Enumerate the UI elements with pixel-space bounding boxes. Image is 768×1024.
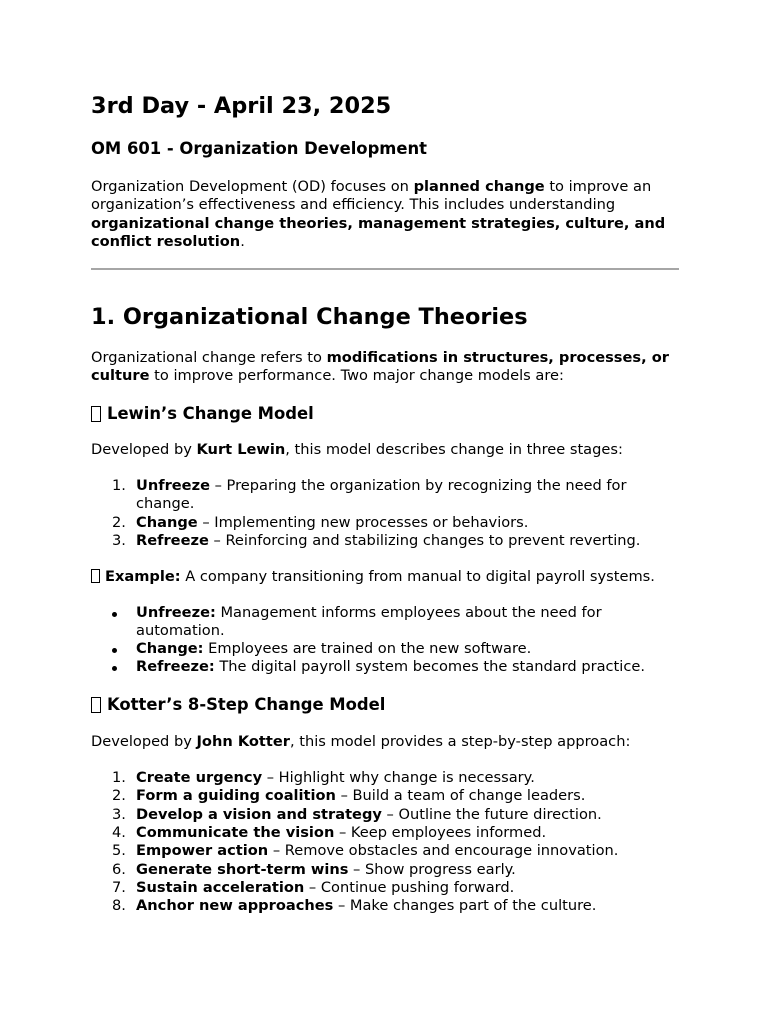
list-number: 7. xyxy=(112,878,126,896)
kotter-dev-bold: John Kotter xyxy=(196,732,290,750)
section-intro-text: Organizational change refers to xyxy=(91,349,327,367)
kotter-dev-text: Developed by xyxy=(91,732,197,750)
page-title: 3rd Day - April 23, 2025 xyxy=(91,93,392,119)
lewin-stages-list xyxy=(91,477,681,550)
kotter-heading-text: Kotter’s 8-Step Change Model xyxy=(107,694,386,714)
list-item xyxy=(91,604,681,641)
list-term: Communicate the vision xyxy=(136,823,335,841)
list-item xyxy=(91,806,681,824)
list-term: Anchor new approaches xyxy=(136,897,334,915)
list-item xyxy=(91,514,681,532)
intro-text: Organization Development (OD) focuses on xyxy=(91,178,414,195)
list-desc: The digital payroll system becomes the standard practice. xyxy=(214,658,645,676)
list-term: Change xyxy=(136,513,198,531)
lewin-dev-text: , this model describes change in three stages: xyxy=(285,440,623,458)
list-desc: – Outline the future direction. xyxy=(381,805,602,823)
section-intro-bold: modifications in structures, processes, or culture xyxy=(91,349,669,385)
list-desc: – Keep employees informed. xyxy=(334,823,547,841)
section-intro-paragraph xyxy=(91,349,681,386)
list-term: Empower action xyxy=(136,842,269,860)
list-item xyxy=(91,532,681,550)
lewin-dev-text: Developed by xyxy=(91,440,197,458)
example-paragraph xyxy=(91,568,681,586)
list-desc: – Implementing new processes or behaviors. xyxy=(197,513,529,531)
list-term: Form a guiding coalition xyxy=(136,787,336,805)
list-item xyxy=(91,842,681,860)
list-term: Develop a vision and strategy xyxy=(136,805,382,823)
list-number: 5. xyxy=(112,842,126,860)
section-title: 1. Organizational Change Theories xyxy=(91,304,528,331)
kotter-heading xyxy=(91,695,681,715)
list-desc: – Reinforcing and stabilizing changes to prevent reverting. xyxy=(208,531,641,549)
list-item xyxy=(91,640,681,658)
list-item xyxy=(91,787,681,805)
kotter-dev-text: , this model provides a step-by-step approach: xyxy=(289,732,631,750)
list-term: Sustain acceleration xyxy=(136,878,305,896)
intro-paragraph xyxy=(91,178,681,251)
list-number: 1. xyxy=(112,477,126,495)
list-number: 2. xyxy=(112,787,126,805)
list-item xyxy=(91,477,681,514)
list-term: Change: xyxy=(136,640,204,658)
list-desc: – Make changes part of the culture. xyxy=(333,897,597,915)
list-desc: – Highlight why change is necessary. xyxy=(262,769,535,787)
intro-text: . xyxy=(240,232,245,250)
list-number: 1. xyxy=(112,769,126,787)
document-page xyxy=(91,92,681,915)
list-desc: – Preparing the organization by recognizing the need for change. xyxy=(136,477,627,513)
list-desc: Employees are trained on the new software. xyxy=(203,640,532,658)
list-item xyxy=(91,769,681,787)
lewin-dev-bold: Kurt Lewin xyxy=(196,440,286,458)
list-number: 6. xyxy=(112,860,126,878)
lewin-heading-text: Lewin’s Change Model xyxy=(107,403,314,423)
list-term: Refreeze: xyxy=(136,658,215,676)
lewin-heading xyxy=(91,404,681,424)
section-divider xyxy=(91,268,679,270)
kotter-dev-paragraph xyxy=(91,733,681,751)
pin-icon xyxy=(91,569,100,583)
intro-text: to improve an organization’s effectiveness and efficiency. This includes understanding xyxy=(91,178,652,214)
lewin-dev-paragraph xyxy=(91,441,681,459)
list-desc: – Continue pushing forward. xyxy=(304,878,515,896)
bullet-icon xyxy=(112,612,117,617)
section-intro-text: to improve performance. Two major change models are: xyxy=(149,367,564,385)
bullet-icon xyxy=(112,666,117,671)
example-text: A company transitioning from manual to digital payroll systems. xyxy=(180,568,655,586)
list-item xyxy=(91,879,681,897)
list-term: Unfreeze xyxy=(136,477,210,495)
list-item xyxy=(91,861,681,879)
pin-icon xyxy=(91,406,101,422)
list-number: 8. xyxy=(112,897,126,915)
list-desc: – Show progress early. xyxy=(348,860,516,878)
list-number: 3. xyxy=(112,531,126,549)
intro-bold: organizational change theories, management strategies, culture, and conflict resolution xyxy=(91,214,666,250)
list-term: Refreeze xyxy=(136,531,209,549)
list-item xyxy=(91,897,681,915)
list-number: 3. xyxy=(112,805,126,823)
list-term: Generate short-term wins xyxy=(136,860,349,878)
bullet-icon xyxy=(112,648,117,653)
list-desc: – Remove obstacles and encourage innovation. xyxy=(268,842,619,860)
list-number: 2. xyxy=(112,513,126,531)
list-desc: Management informs employees about the need for automation. xyxy=(136,603,602,639)
list-desc: – Build a team of change leaders. xyxy=(335,787,586,805)
kotter-steps-list xyxy=(91,769,681,915)
pin-icon xyxy=(91,697,101,713)
list-number: 4. xyxy=(112,823,126,841)
list-term: Create urgency xyxy=(136,769,263,787)
list-item xyxy=(91,824,681,842)
example-label: Example: xyxy=(105,568,181,586)
example-points-list xyxy=(91,604,681,677)
course-title: OM 601 - Organization Development xyxy=(91,139,427,158)
intro-bold: planned change xyxy=(413,178,545,195)
list-term: Unfreeze: xyxy=(136,603,216,621)
list-item xyxy=(91,658,681,676)
